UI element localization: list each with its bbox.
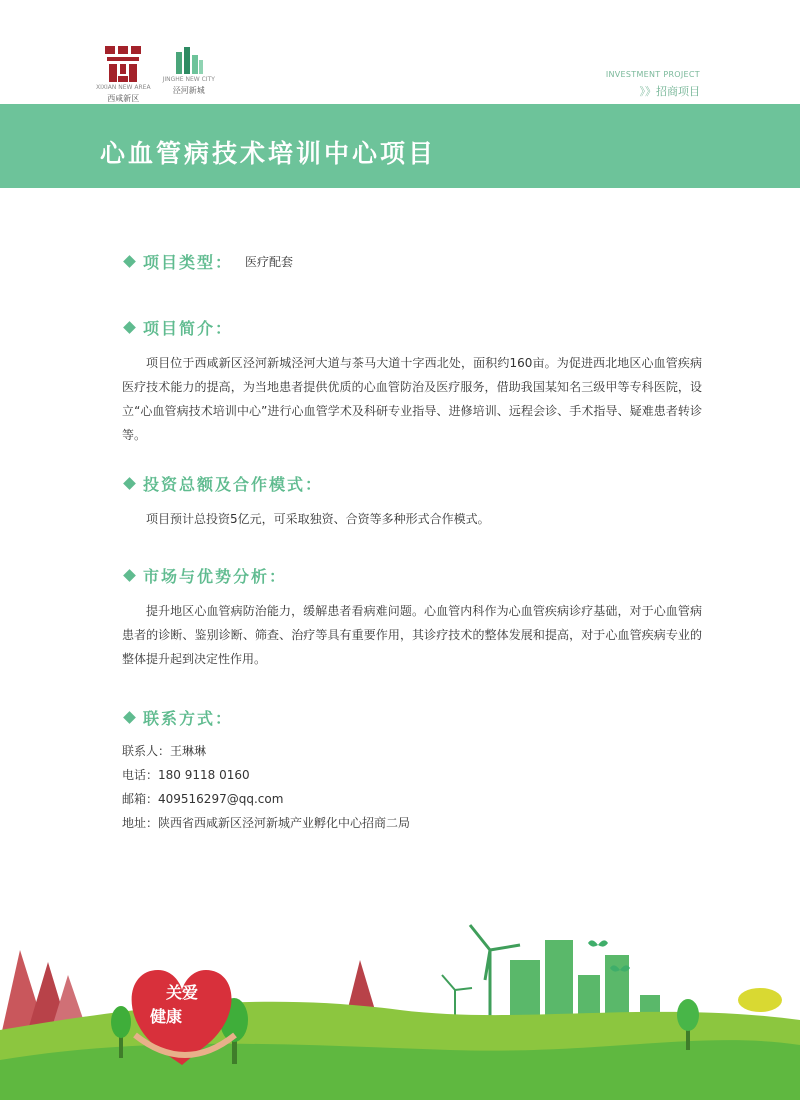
jinghe-logo	[163, 44, 215, 104]
diamond-bullet-icon	[123, 711, 136, 724]
butterfly-icon	[588, 940, 608, 946]
xixian-small-text: XIXIAN NEW AREA	[96, 84, 151, 91]
heart-text-line1: 关爱	[166, 983, 199, 1002]
project-type-heading: 项目类型：	[143, 253, 234, 272]
investment-text: 项目预计总投资5亿元，可采取独资、合资等多种形式合作模式。	[146, 512, 490, 526]
contact-heading: 联系方式：	[143, 709, 234, 728]
project-intro-section	[122, 316, 702, 447]
contact-section	[122, 706, 702, 835]
jinghe-cn-text: 泾河新城	[172, 86, 205, 95]
health-landscape-illustration	[0, 900, 800, 1100]
project-intro-text: 项目位于西咸新区泾河新城泾河大道与茶马大道十字西北处，面积约160亩。为促进西北地区心血管疾病医疗技术能力的提高，为当地患者提供优质的心血管防治及医疗服务，借助我国某知名三级甲等专科医院，设立“心血管病技术培训中心”进行心血管学术及科研专业指导、进修培训、远程会诊、手术指导、疑难患者转诊等。	[122, 356, 702, 442]
tag-english: INVESTMENT PROJECT	[605, 70, 700, 79]
project-type-value: 医疗配套	[245, 255, 294, 269]
xixian-seal-icon	[103, 44, 143, 84]
xixian-logo	[96, 44, 151, 104]
contact-person: 联系人：王琳琳	[122, 744, 207, 758]
heart-text-line2: 健康	[150, 1007, 183, 1026]
page-title: 心血管病技术培训中心项目	[100, 139, 437, 168]
xixian-text: 西咸新区	[107, 94, 140, 103]
diamond-bullet-icon	[123, 569, 136, 582]
logo-group	[96, 44, 215, 104]
jinghe-building-icon	[173, 44, 205, 76]
market-heading: 市场与优势分析：	[143, 567, 288, 586]
title-banner	[0, 104, 800, 188]
market-section	[122, 564, 702, 671]
contact-email: 邮箱：409516297@qq.com	[122, 792, 284, 806]
diamond-bullet-icon	[123, 321, 136, 334]
investment-project-tag	[606, 70, 700, 99]
project-type-section	[122, 250, 702, 273]
investment-heading: 投资总额及合作模式：	[143, 475, 324, 494]
jinghe-en-text: JINGHE NEW CITY	[162, 76, 215, 83]
investment-section	[122, 472, 702, 531]
contact-address: 地址：陕西省西咸新区泾河新城产业孵化中心招商二局	[122, 816, 411, 830]
market-text: 提升地区心血管病防治能力，缓解患者看病难问题。心血管内科作为心血管疾病诊疗基础，对于心血管病患者的诊断、鉴别诊断、筛查、治疗等具有重要作用，其诊疗技术的整体发展和提高，对于心血管疾病专业的整体提升起到决定性作用。	[122, 604, 702, 666]
tag-chinese: 》》招商项目	[639, 85, 700, 98]
project-intro-heading: 项目简介：	[143, 319, 234, 338]
diamond-bullet-icon	[123, 477, 136, 490]
contact-phone: 电话：180 9118 0160	[122, 768, 250, 782]
diamond-bullet-icon	[123, 255, 136, 268]
yellow-bush-shape	[738, 988, 782, 1012]
